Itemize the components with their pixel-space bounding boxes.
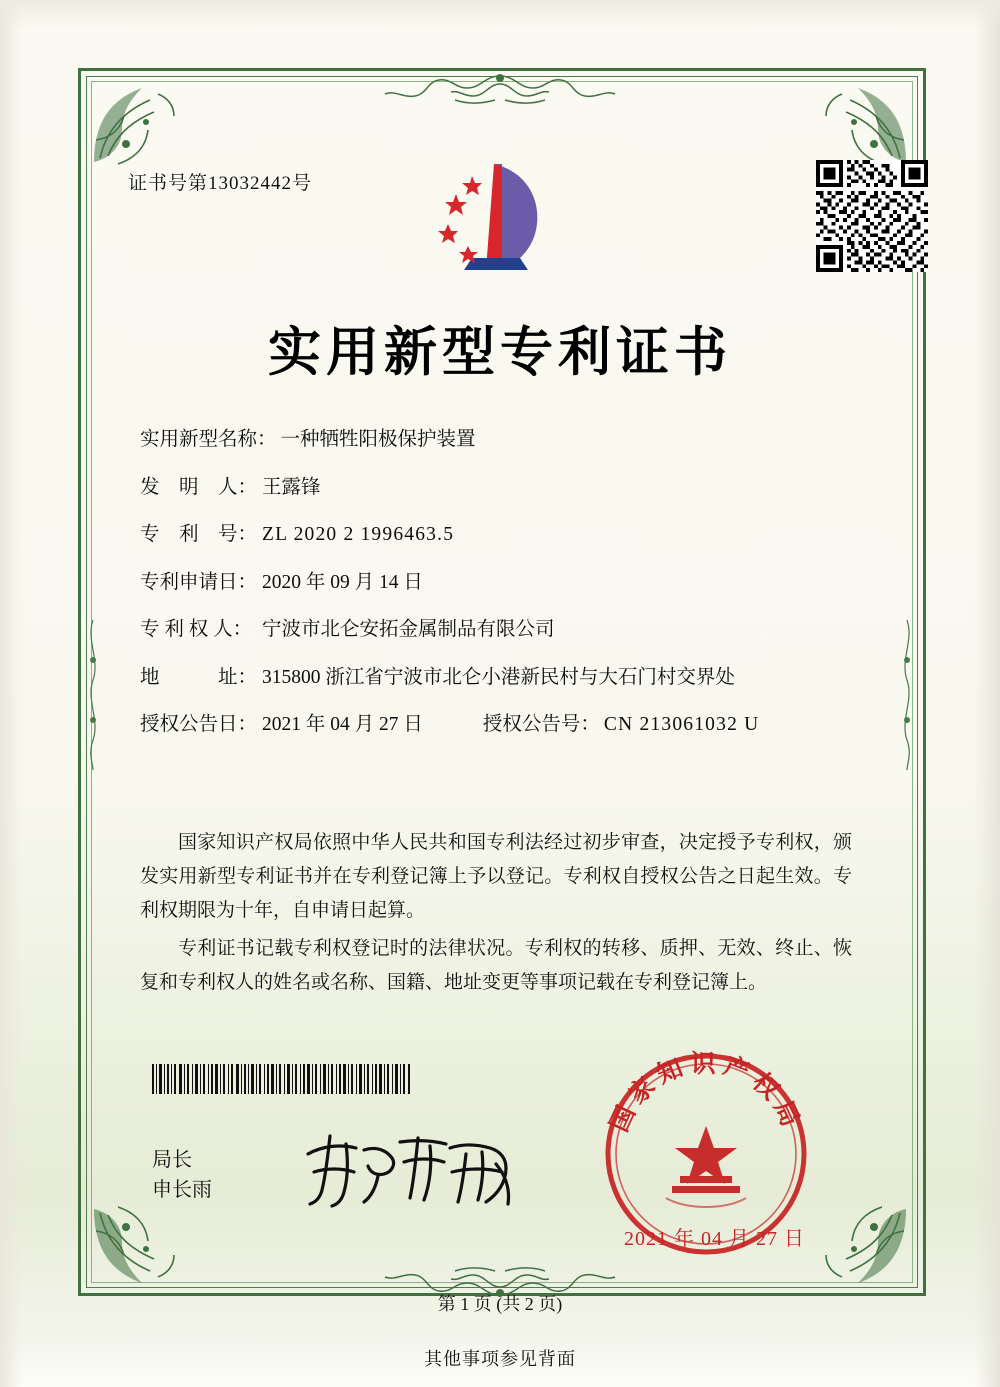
field-utility-model-name xyxy=(140,430,860,450)
field-label: 实用新型名称： xyxy=(140,429,277,450)
page-title: 实用新型专利证书 xyxy=(268,324,732,382)
field-label: 发 明 人： xyxy=(140,476,258,498)
paper-edge-shading-right xyxy=(974,0,1000,1387)
back-page-note: 其他事项参见背面 xyxy=(424,1349,576,1369)
qr-code-icon xyxy=(816,160,928,272)
page-number: 第 1 页 (共 2 页) xyxy=(437,1294,563,1314)
field-list xyxy=(140,430,860,763)
field-label: 地 址： xyxy=(140,666,258,688)
signature-label-block xyxy=(152,1145,212,1205)
paragraph: 国家知识产权局依照中华人民共和国专利法经过初步审查，决定授予专利权，颁发实用新型专利证书并在专利登记簿上予以登记。专利权自授权公告之日起生效。专利权期限为十年，自申请日起算。 xyxy=(140,832,852,921)
corner-ornament-icon xyxy=(88,78,208,168)
grant-date-label: 授权公告日： xyxy=(140,714,258,735)
field-patentee xyxy=(140,620,860,640)
field-value: ZL 2020 2 1996463.5 xyxy=(262,524,455,545)
corner-ornament-icon xyxy=(88,1203,208,1293)
side-ornament-icon xyxy=(894,620,920,770)
paper-edge-shading-left xyxy=(0,0,22,1387)
certificate-number: 证书号第13032442号 xyxy=(128,173,313,194)
field-label: 专利申请日： xyxy=(140,571,258,593)
field-patent-number xyxy=(140,525,860,545)
grant-number-value: CN 213061032 U xyxy=(603,714,760,735)
handwritten-signature-icon xyxy=(300,1128,530,1212)
field-label: 专 利 权 人： xyxy=(140,619,253,640)
grant-date-value: 2021 年 04 月 27 日 xyxy=(262,714,423,735)
field-value: 宁波市北仑安拓金属制品有限公司 xyxy=(262,619,555,640)
field-value: 2020 年 09 月 14 日 xyxy=(262,571,423,593)
paragraph: 专利证书记载专利权登记时的法律状况。专利权的转移、质押、无效、终止、恢复和专利权人的姓名或名称、国籍、地址变更等事项记载在专利登记簿上。 xyxy=(140,938,852,993)
grant-number-label: 授权公告号： xyxy=(482,714,600,735)
corner-ornament-icon xyxy=(792,78,912,168)
field-grant-announcement xyxy=(140,715,860,735)
svg-text:国家知识产权局: 国家知识产权局 xyxy=(606,1051,806,1137)
barcode-icon xyxy=(152,1064,410,1094)
seal-date: 2021 年 04 月 27 日 xyxy=(624,1228,805,1250)
field-value: 王露锋 xyxy=(262,476,321,498)
field-inventor xyxy=(140,478,860,498)
top-flourish-icon xyxy=(335,70,665,116)
paper-edge-shading-top xyxy=(0,0,1000,30)
director-name: 申长雨 xyxy=(152,1179,212,1201)
director-title: 局长 xyxy=(152,1149,192,1171)
side-ornament-icon xyxy=(80,620,106,770)
field-value: 315800 浙江省宁波市北仑小港新民村与大石门村交界处 xyxy=(262,666,735,688)
legal-text xyxy=(140,826,852,1004)
field-application-date xyxy=(140,573,860,593)
field-value: 一种牺牲阳极保护装置 xyxy=(280,429,476,450)
cnipa-logo-icon xyxy=(432,158,562,286)
field-address xyxy=(140,668,860,688)
field-label: 专 利 号： xyxy=(140,524,258,545)
